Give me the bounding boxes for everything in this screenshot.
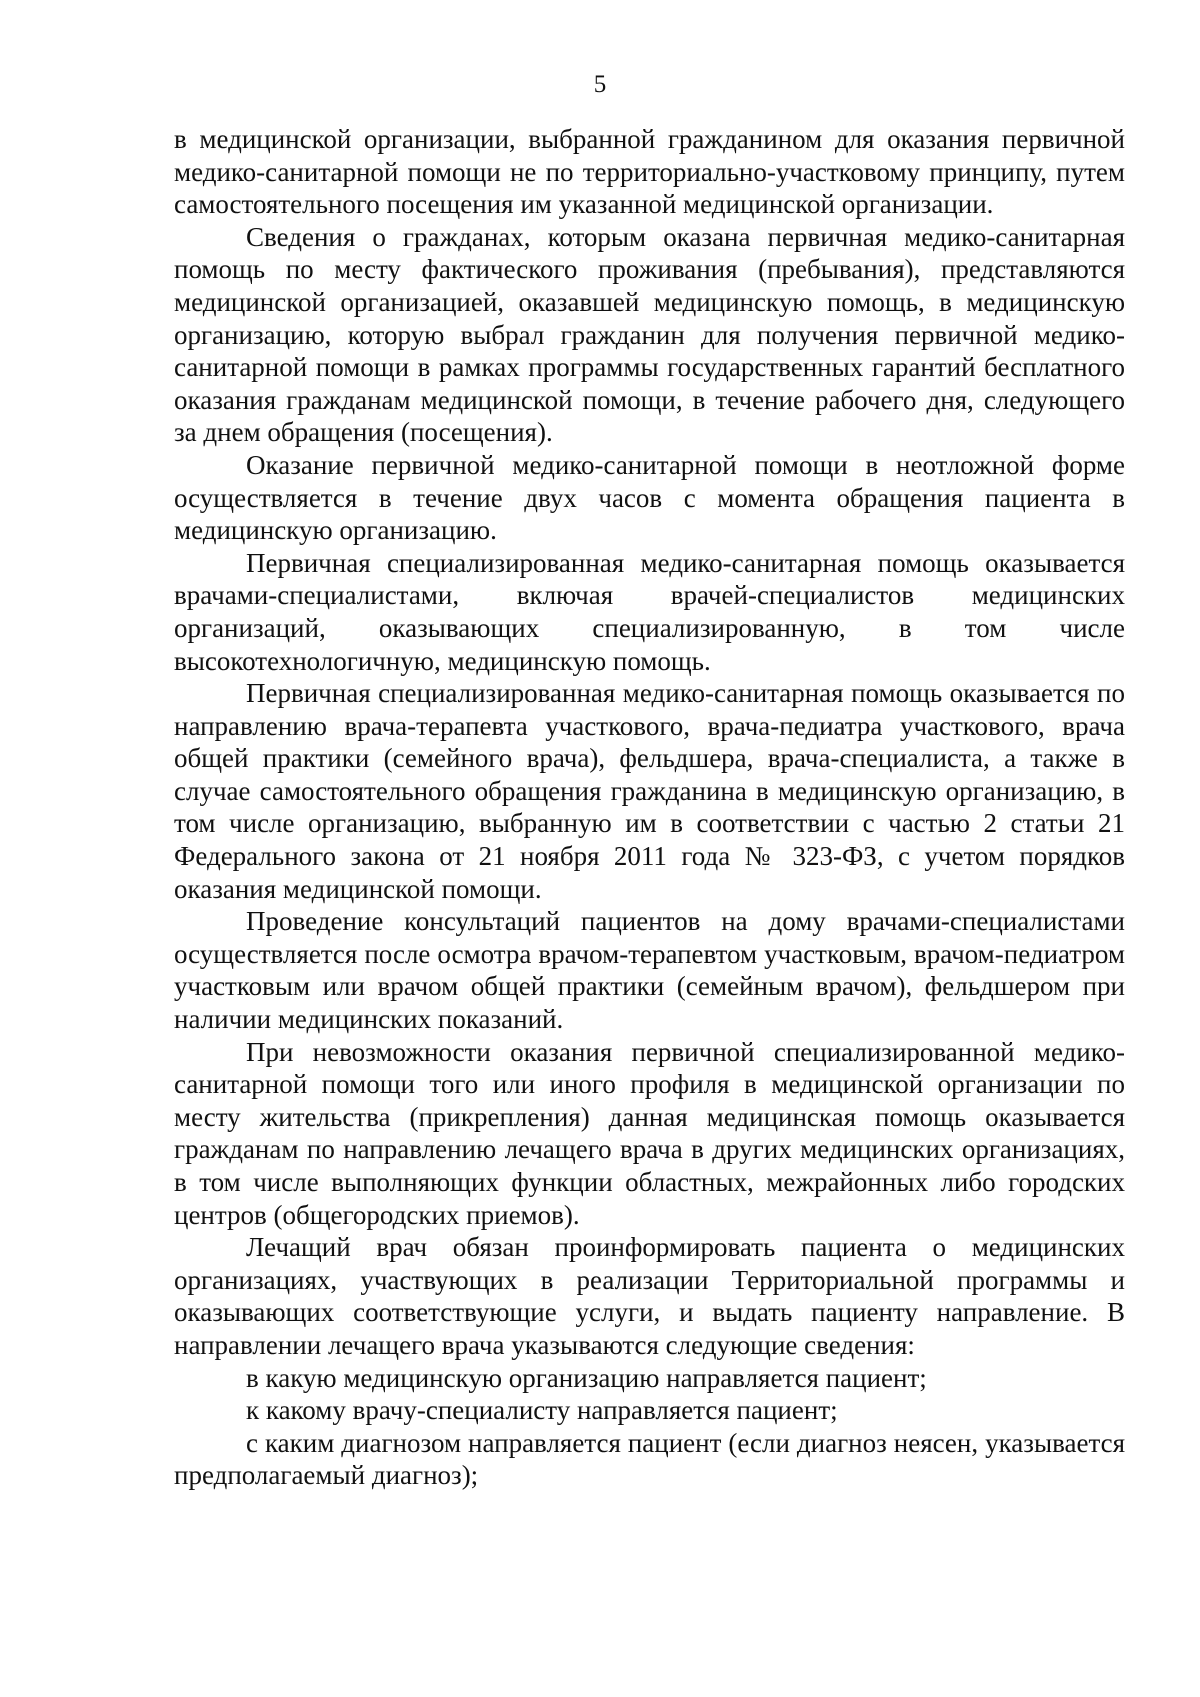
paragraph: Проведение консультаций пациентов на дому врачами-специалистами осуществляется после осмотра врачом-терапевтом участковым, врачом-педиатром участковым или врачом общей практики (семейным врачом), фельдшером при наличии медицинских показаний. xyxy=(174,906,1125,1035)
page-number: 5 xyxy=(593,71,607,98)
paragraph: Оказание первичной медико-санитарной помощи в неотложной форме осуществляется в течение двух часов с момента обращения пациента в медицинскую организацию. xyxy=(174,449,1125,546)
paragraph: Лечащий врач обязан проинформировать пациента о медицинских организациях, участвующих в реализации Территориальной программы и оказывающих соответствующие услуги, и выдать пациенту направление. В направлении лечащего врача указываются следующие сведения: xyxy=(174,1232,1125,1360)
paragraph: При невозможности оказания первичной специализированной медико-санитарной помощи того или иного профиля в медицинской организации по месту жительства (прикрепления) данная медицинская помощь оказывается гражданам по направлению лечащего врача в других медицинских организациях, в том числе выполняющих функции областных, межрайонных либо городских центров (общегородских приемов). xyxy=(174,1036,1125,1230)
list-item: к какому врачу-специалисту направляется пациент; xyxy=(246,1395,838,1426)
list-item: с каким диагнозом направляется пациент (если диагноз неясен, указывается предполагаемый диагноз); xyxy=(174,1427,1125,1491)
document-body xyxy=(174,123,1125,1492)
paragraph-continued: в медицинской организации, выбранной гражданином для оказания первичной медико-санитарной помощи не по территориально-участковому принципу, путем самостоятельного посещения им указанной медицинской организации. xyxy=(174,124,1125,220)
paragraph: Первичная специализированная медико-санитарная помощь оказывается по направлению врача-терапевта участкового, врача-педиатра участкового, врача общей практики (семейного врача), фельдшера, врача-специалиста, а также в случае самостоятельного обращения гражданина в медицинскую организацию, в том числе организацию, выбранную им в соответствии с частью 2 статьи 21 Федерального закона от 21 ноября 2011 года № 323-ФЗ, с учетом порядков оказания медицинской помощи. xyxy=(174,678,1125,904)
paragraph: Сведения о гражданах, которым оказана первичная медико-санитарная помощь по месту фактического проживания (пребывания), представляются медицинской организацией, оказавшей медицинскую помощь, в медицинскую организацию, которую выбрал гражданин для получения первичной медико-санитарной помощи в рамках программы государственных гарантий бесплатного оказания гражданам медицинской помощи, в течение рабочего дня, следующего за днем обращения (посещения). xyxy=(174,221,1125,448)
paragraph: Первичная специализированная медико-санитарная помощь оказывается врачами-специалистами, включая врачей-специалистов медицинских организаций, оказывающих специализированную, в том числе высокотехнологичную, медицинскую помощь. xyxy=(174,547,1125,676)
list-item: в какую медицинскую организацию направляется пациент; xyxy=(246,1362,927,1393)
